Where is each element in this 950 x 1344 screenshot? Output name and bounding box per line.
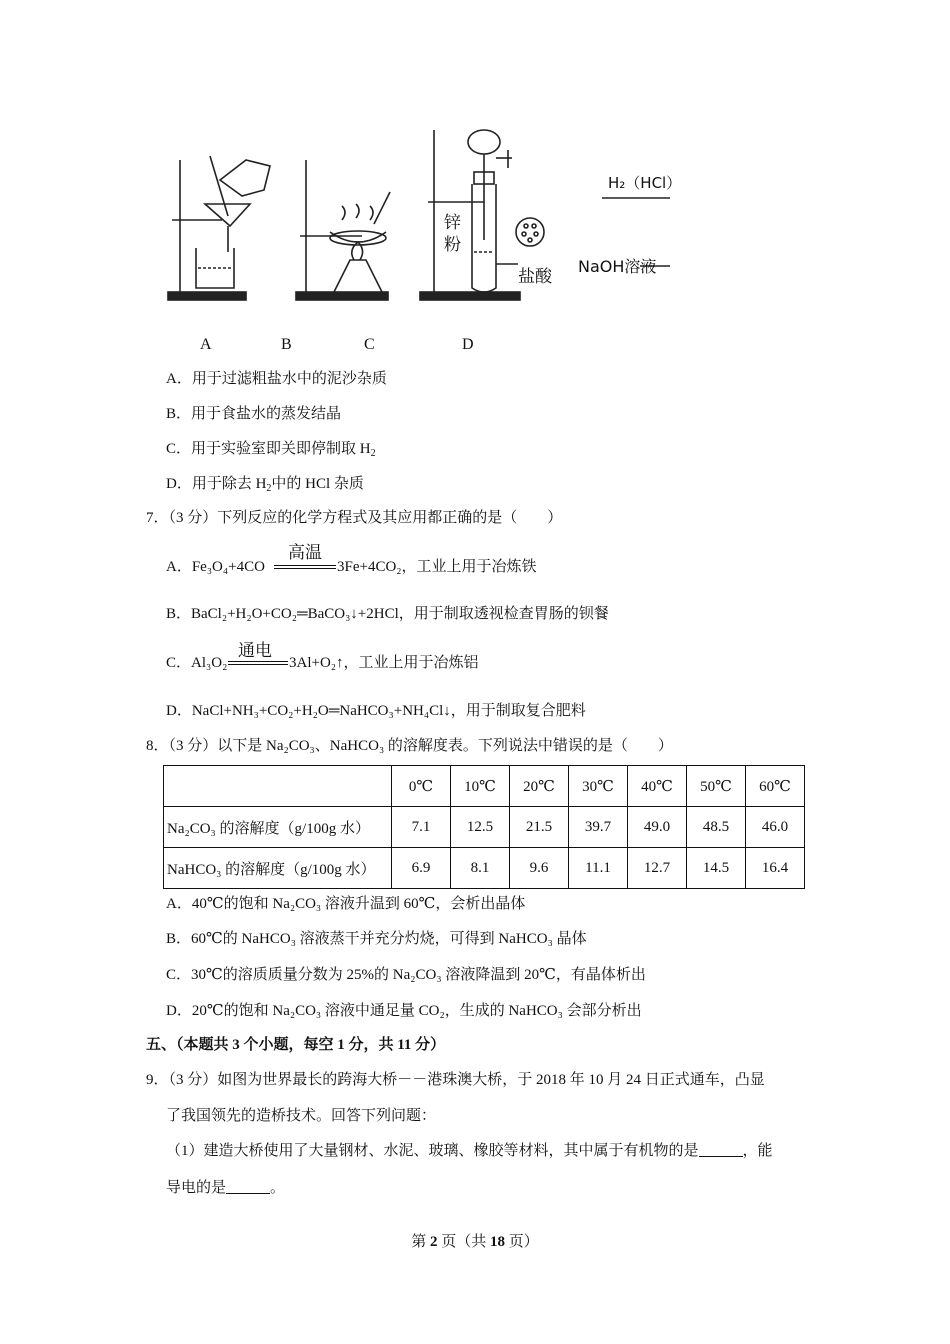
figure-label-b: B	[281, 336, 292, 353]
footer-mid: 页（共	[437, 1234, 490, 1250]
q7-option-a-left: A．Fe₃O₄+4CO	[166, 559, 265, 575]
table-cell: 11.1	[569, 848, 628, 889]
table-cell: 39.7	[569, 807, 628, 848]
q7-a-condition: 高温	[288, 543, 322, 563]
q9-line-3-tail: ，能	[742, 1143, 773, 1159]
table-header: 40℃	[628, 766, 687, 807]
evaporation-apparatus-icon	[296, 160, 390, 300]
q8-option-b: B．60℃的 NaHCO₃ 溶液蒸干并充分灼烧，可得到 NaHCO₃ 晶体	[166, 931, 587, 947]
q9-line-4-text: 导电的是	[166, 1180, 227, 1196]
q9-line-1: 9．（3 分）如图为世界最长的跨海大桥－－港珠澳大桥，于 2018 年 10 月 24 日正式通车，凸显	[146, 1072, 765, 1088]
q7-a-equals-bar	[274, 565, 336, 569]
table-cell: Na₂CO₃ 的溶解度（g/100g 水）	[164, 807, 392, 848]
answer-blank-organic[interactable]	[699, 1142, 743, 1157]
q7-option-b: B．BaCl₂+H₂O+CO₂═BaCO₃↓+2HCl，用于制取透视检查胃肠的钡餐	[166, 606, 609, 622]
q8-stem: 8．（3 分）以下是 Na₂CO₃、NaHCO₃ 的溶解度表。下列说法中错误的是（ ）	[146, 738, 673, 754]
gas-washing-bottle-icon	[602, 194, 670, 300]
q8-option-a: A．40℃的饱和 Na₂CO₃ 溶液升温到 60℃，会析出晶体	[166, 896, 526, 912]
hydrochloric-acid-label: 盐酸	[518, 267, 552, 287]
page-footer	[0, 1230, 950, 1251]
table-cell: 12.5	[451, 807, 510, 848]
apparatus-figure	[150, 120, 670, 320]
naoh-solution-label: NaOH溶液	[578, 257, 657, 276]
table-cell: 8.1	[451, 848, 510, 889]
table-header: 20℃	[510, 766, 569, 807]
answer-blank-conductor[interactable]	[226, 1179, 270, 1194]
table-row	[164, 766, 805, 807]
solubility-table	[163, 765, 805, 889]
table-row	[164, 848, 805, 889]
table-cell: 9.6	[510, 848, 569, 889]
q7-c-condition: 通电	[238, 641, 272, 661]
q6-option-c	[166, 439, 376, 464]
table-cell: 16.4	[746, 848, 805, 889]
footer-page-number: 2	[429, 1234, 438, 1250]
q6-option-c-text: C．用于实验室即关即停制取 H	[166, 441, 371, 457]
q9-line-3-text: （1）建造大桥使用了大量钢材、水泥、玻璃、橡胶等材料，其中属于有机物的是	[166, 1143, 699, 1159]
q7-option-c-left: C．Al₃O₂	[166, 655, 228, 671]
gas-mixture-label: H₂（HCl）	[608, 174, 682, 192]
q6-option-d	[166, 474, 364, 499]
table-cell: 12.7	[628, 848, 687, 889]
table-cell: 6.9	[392, 848, 451, 889]
q7-option-a-right: 3Fe+4CO₂，工业上用于冶炼铁	[337, 559, 537, 575]
q7-c-equals-bar	[228, 661, 288, 665]
table-cell: 46.0	[746, 807, 805, 848]
q6-option-d-sub: 2	[266, 483, 272, 494]
table-cell	[164, 766, 392, 807]
footer-total-pages: 18	[490, 1234, 505, 1250]
footer-pre: 第	[411, 1234, 430, 1250]
table-row	[164, 807, 805, 848]
q6-option-d-text: D．用于除去 H	[166, 476, 267, 492]
q9-line-4	[166, 1178, 285, 1198]
q7-option-d: D．NaCl+NH₃+CO₂+H₂O═NaHCO₃+NH₄Cl↓，用于制取复合肥料	[166, 703, 586, 719]
q7-stem: 7．（3 分）下列反应的化学方程式及其应用都正确的是（ ）	[146, 510, 563, 526]
q9-line-3	[166, 1141, 773, 1161]
table-cell: 14.5	[687, 848, 746, 889]
q6-option-b: B．用于食盐水的蒸发结晶	[166, 406, 342, 422]
table-header: 50℃	[687, 766, 746, 807]
section-five-heading: 五、（本题共 3 个小题，每空 1 分，共 11 分）	[146, 1037, 446, 1053]
table-cell: 49.0	[628, 807, 687, 848]
table-cell: 7.1	[392, 807, 451, 848]
q8-option-c: C．30℃的溶质质量分数为 25%的 Na₂CO₃ 溶液降温到 20℃，有晶体析出	[166, 967, 646, 983]
table-header: 60℃	[746, 766, 805, 807]
table-cell: 48.5	[687, 807, 746, 848]
q6-option-a: A．用于过滤粗盐水中的泥沙杂质	[166, 371, 387, 387]
q9-line-2: 了我国领先的造桥技术。回答下列问题：	[166, 1108, 437, 1124]
q7-option-c-right: 3Al+O₂↑，工业上用于冶炼铝	[289, 655, 479, 671]
q6-option-c-sub: 2	[370, 448, 376, 459]
table-cell: 21.5	[510, 807, 569, 848]
footer-post: 页）	[505, 1234, 539, 1250]
zinc-powder-label: 锌粉	[444, 213, 461, 255]
figure-label-c: C	[364, 336, 375, 353]
table-header: 30℃	[569, 766, 628, 807]
q9-line-4-tail: 。	[270, 1180, 286, 1196]
figure-label-d: D	[462, 336, 474, 353]
q8-option-d: D．20℃的饱和 Na₂CO₃ 溶液中通足量 CO₂，生成的 NaHCO₃ 会部分析出	[166, 1003, 642, 1019]
table-header: 10℃	[451, 766, 510, 807]
table-cell: NaHCO₃ 的溶解度（g/100g 水）	[164, 848, 392, 889]
filtration-apparatus-icon	[168, 156, 270, 300]
figure-label-a: A	[200, 336, 212, 353]
q6-option-d-tail: 中的 HCl 杂质	[271, 476, 364, 492]
table-header: 0℃	[392, 766, 451, 807]
